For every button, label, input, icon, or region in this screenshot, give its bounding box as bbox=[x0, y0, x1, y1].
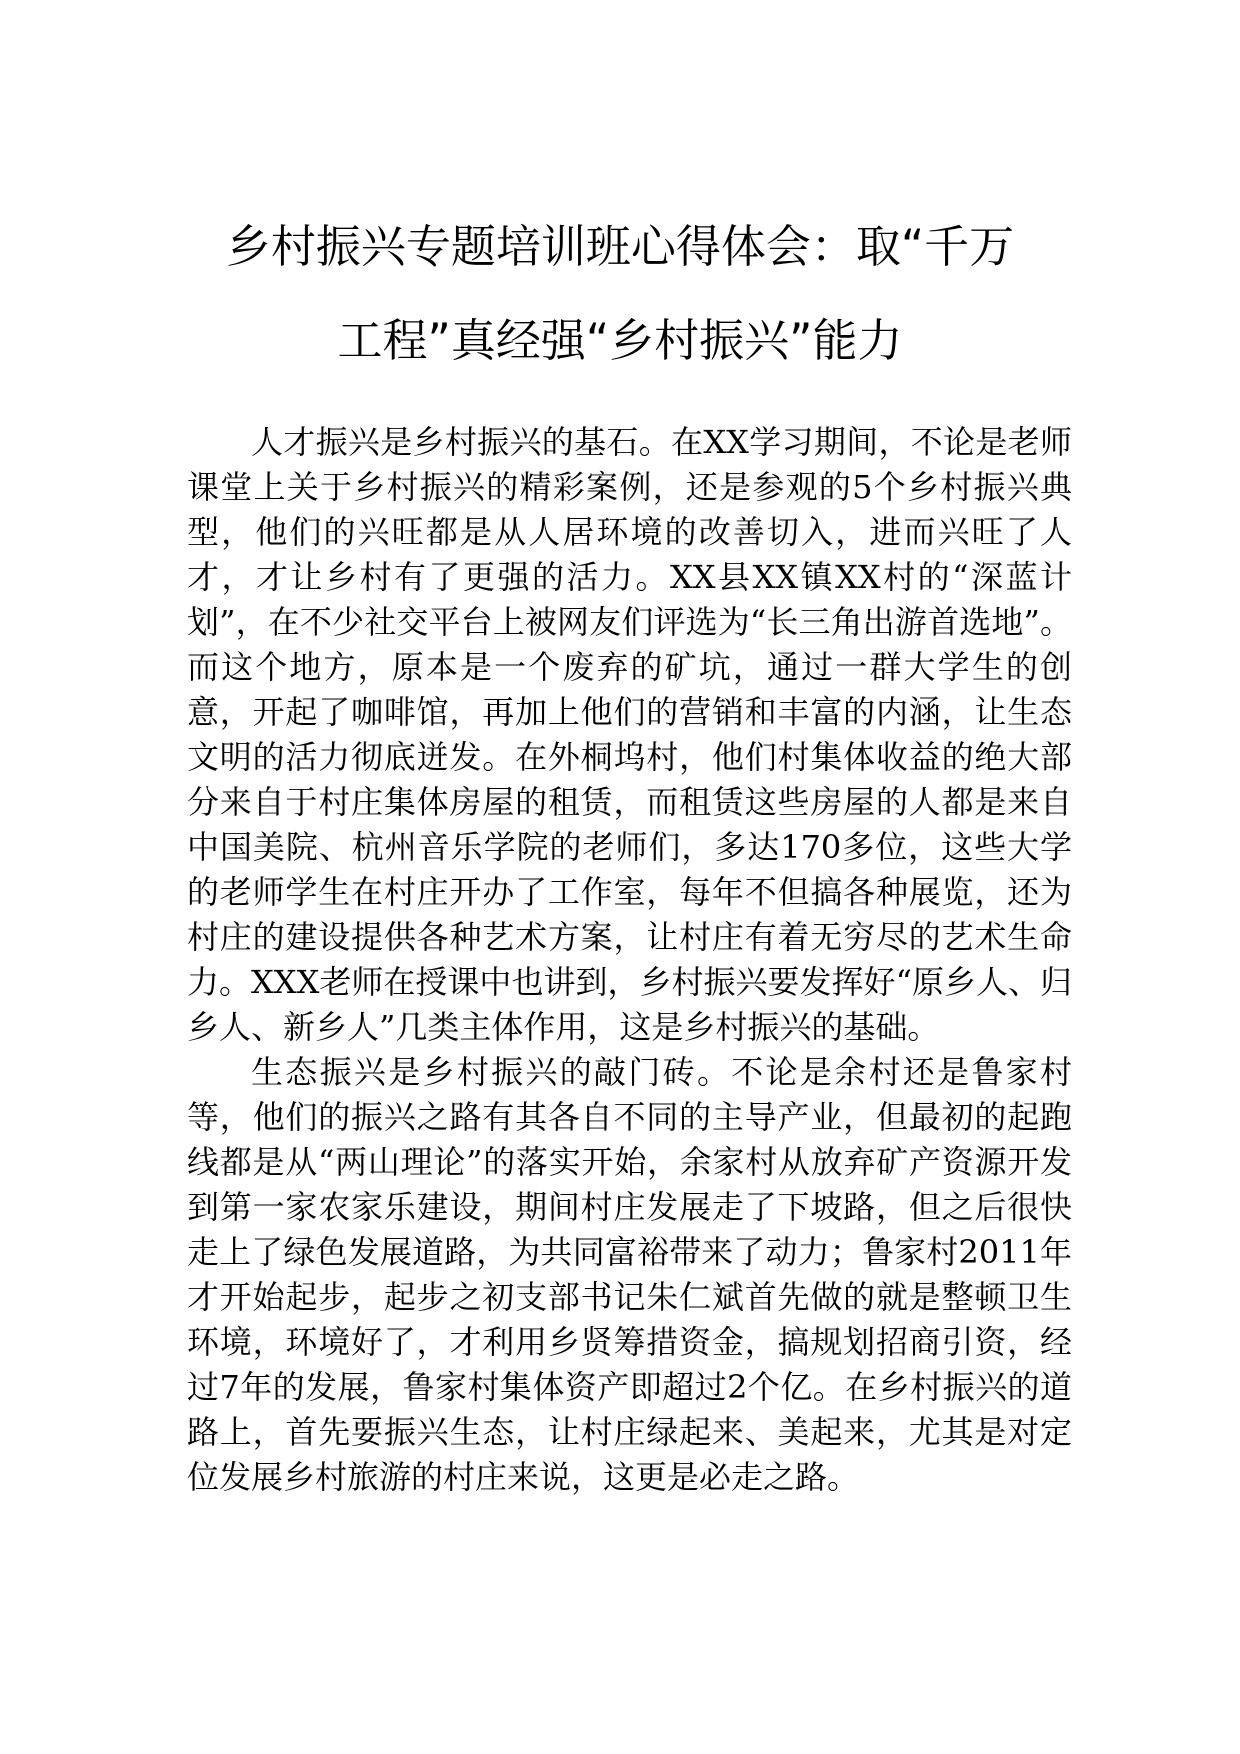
paragraph-talent: 人才振兴是乡村振兴的基石。在XX学习期间，不论是老师课堂上关于乡村振兴的精彩案例，还是参观的5个乡村振兴典型，他们的兴旺都是从人居环境的改善切入，进而兴旺了人才，才让乡村有了更强的活力。XX县XX镇XX村的“深蓝计划”，在不少社交平台上被网友们评选为“长三角出游首选地”。而这个地方，原本是一个废弃的矿坑，通过一群大学生的创意，开起了咖啡馆，再加上他们的营销和丰富的内涵，让生态文明的活力彻底迸发。在外桐坞村，他们村集体收益的绝大部分来自于村庄集体房屋的租赁，而租赁这些房屋的人都是来自中国美院、杭州音乐学院的老师们，多达170多位，这些大学的老师学生在村庄开办了工作室，每年不但搞各种展览，还为村庄的建设提供各种艺术方案，让村庄有着无穷尽的艺术生命力。XXX老师在授课中也讲到，乡村振兴要发挥好“原乡人、归乡人、新乡人”几类主体作用，这是乡村振兴的基础。 bbox=[187, 423, 1072, 1046]
title-line-1: 乡村振兴专题培训班心得体会：取“千万 bbox=[225, 220, 1015, 273]
title-line-2: 工程”真经强“乡村振兴”能力 bbox=[337, 314, 903, 367]
document-body bbox=[187, 420, 1072, 1500]
document-title bbox=[170, 200, 1070, 388]
paragraph-ecology: 生态振兴是乡村振兴的敲门砖。不论是余村还是鲁家村等，他们的振兴之路有其各自不同的主导产业，但最初的起跑线都是从“两山理论”的落实开始，余家村从放弃矿产资源开发到第一家农家乐建设，期间村庄发展走了下坡路，但之后很快走上了绿色发展道路，为共同富裕带来了动力；鲁家村2011年才开始起步，起步之初支部书记朱仁斌首先做的就是整顿卫生环境，环境好了，才利用乡贤筹措资金，搞规划招商引资，经过7年的发展，鲁家村集体资产即超过2个亿。在乡村振兴的道路上，首先要振兴生态，让村庄绿起来、美起来，尤其是对定位发展乡村旅游的村庄来说，这更是必走之路。 bbox=[187, 1053, 1072, 1496]
